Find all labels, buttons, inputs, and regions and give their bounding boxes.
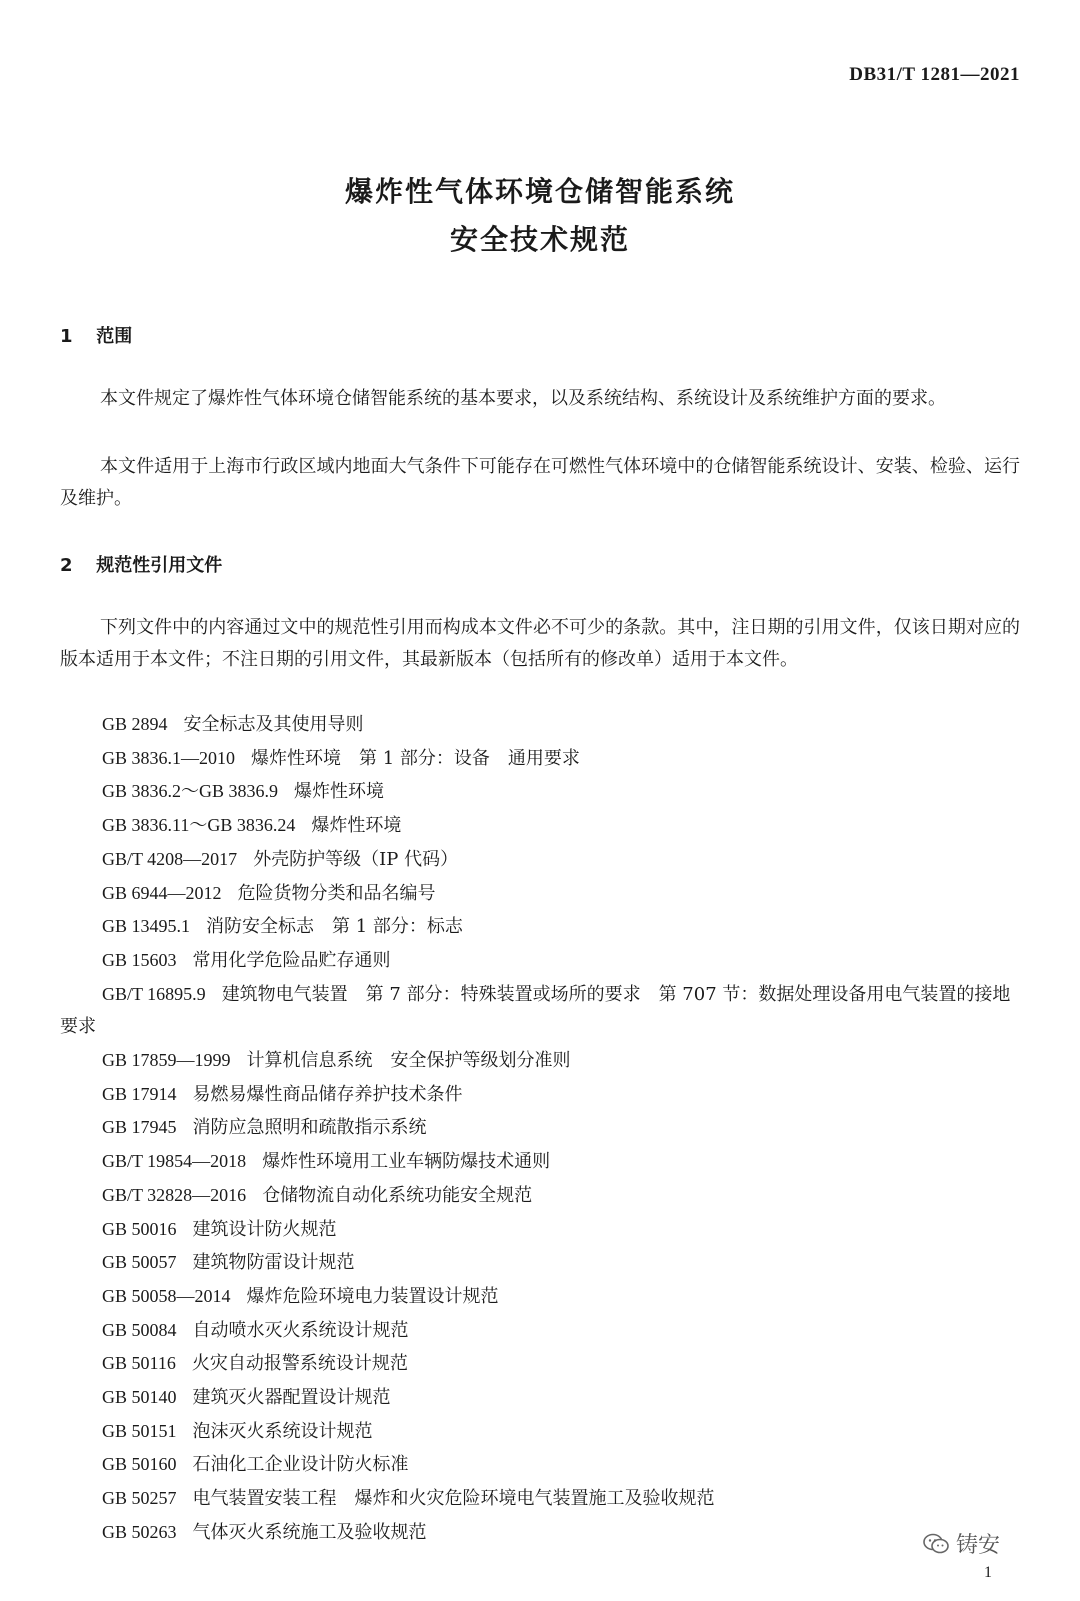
reference-title: 石油化工企业设计防火标准 bbox=[192, 1454, 409, 1476]
reference-code: GB 17859—1999 bbox=[102, 1050, 231, 1071]
section-1-paragraph-1: 本文件规定了爆炸性气体环境仓储智能系统的基本要求，以及系统结构、系统设计及系统维护方面的要求。 bbox=[100, 388, 946, 409]
reference-code: GB 50160 bbox=[102, 1454, 177, 1475]
reference-code: GB/T 16895.9 bbox=[102, 983, 206, 1004]
reference-code: GB/T 19854—2018 bbox=[102, 1151, 247, 1172]
reference-item bbox=[102, 708, 1020, 742]
reference-title: 泡沫灭火系统设计规范 bbox=[192, 1420, 373, 1442]
reference-code: GB 17914 bbox=[102, 1083, 177, 1104]
reference-code: GB 13495.1 bbox=[102, 916, 191, 937]
reference-title: 仓储物流自动化系统功能安全规范 bbox=[262, 1184, 533, 1206]
reference-code: GB 50016 bbox=[102, 1218, 177, 1239]
reference-code: GB 17945 bbox=[102, 1117, 177, 1138]
reference-item bbox=[102, 877, 1020, 911]
reference-title: 火灾自动报警系统设计规范 bbox=[191, 1353, 408, 1375]
reference-item bbox=[102, 1280, 1020, 1314]
reference-item bbox=[102, 1347, 1020, 1381]
reference-code: GB 2894 bbox=[102, 714, 168, 734]
section-2-heading bbox=[60, 551, 222, 577]
reference-code: GB 15603 bbox=[102, 949, 177, 970]
section-number: 2 bbox=[60, 555, 73, 576]
watermark-text: 铸安 bbox=[955, 1533, 1000, 1558]
reference-title: 建筑物电气装置 第 7 部分：特殊装置或场所的要求 第 707 节：数据处理设备用电气装置的接地要求 bbox=[60, 983, 1011, 1038]
reference-code: GB/T 32828—2016 bbox=[102, 1184, 247, 1205]
reference-item bbox=[102, 843, 1020, 877]
reference-item bbox=[60, 978, 1020, 1044]
reference-item bbox=[102, 1044, 1020, 1078]
reference-item bbox=[102, 1078, 1020, 1112]
reference-item bbox=[102, 775, 1020, 809]
reference-title: 爆炸性环境 第 1 部分：设备 通用要求 bbox=[251, 747, 580, 769]
reference-title: 计算机信息系统 安全保护等级划分准则 bbox=[246, 1050, 571, 1072]
reference-item bbox=[102, 1415, 1020, 1449]
reference-title: 危险货物分类和品名编号 bbox=[237, 882, 436, 904]
reference-code: GB 3836.2～GB 3836.9 bbox=[102, 781, 279, 802]
reference-title: 外壳防护等级（IP 代码） bbox=[253, 848, 459, 870]
wechat-icon bbox=[922, 1532, 950, 1556]
reference-code: GB 3836.1—2010 bbox=[102, 747, 236, 768]
reference-title: 电气装置安装工程 爆炸和火灾危险环境电气装置施工及验收规范 bbox=[192, 1488, 715, 1510]
reference-item bbox=[102, 1246, 1020, 1280]
section-2-intro: 下列文件中的内容通过文中的规范性引用而构成本文件必不可少的条款。其中，注日期的引用文件，仅该日期对应的版本适用于本文件；不注日期的引用文件，其最新版本（包括所有的修改单）适用于本文件。 bbox=[60, 617, 1020, 670]
reference-item bbox=[102, 944, 1020, 978]
reference-code: GB 50058—2014 bbox=[102, 1285, 231, 1306]
reference-code: GB 50263 bbox=[102, 1521, 177, 1542]
reference-code: GB 50140 bbox=[102, 1387, 177, 1408]
reference-item bbox=[102, 1145, 1020, 1179]
title-line-1: 爆炸性气体环境仓储智能系统 bbox=[344, 175, 735, 208]
reference-title: 爆炸性环境 bbox=[311, 815, 402, 837]
section-title: 规范性引用文件 bbox=[96, 555, 223, 576]
reference-title: 爆炸性环境用工业车辆防爆技术通则 bbox=[262, 1151, 551, 1173]
reference-title: 爆炸性环境 bbox=[294, 781, 385, 803]
reference-code: GB 6944—2012 bbox=[102, 882, 222, 903]
section-1-heading bbox=[60, 322, 132, 348]
document-title bbox=[0, 168, 1080, 264]
page-number: 1 bbox=[984, 1564, 992, 1581]
reference-item bbox=[102, 1482, 1020, 1516]
section-number: 1 bbox=[60, 326, 73, 347]
reference-title: 自动喷水灭火系统设计规范 bbox=[192, 1319, 409, 1341]
reference-item bbox=[102, 1179, 1020, 1213]
reference-item bbox=[102, 1314, 1020, 1348]
reference-item bbox=[102, 1448, 1020, 1482]
reference-title: 消防安全标志 第 1 部分：标志 bbox=[206, 916, 463, 938]
reference-code: GB/T 4208—2017 bbox=[102, 848, 238, 869]
section-title: 范围 bbox=[96, 326, 133, 347]
reference-title: 消防应急照明和疏散指示系统 bbox=[192, 1117, 427, 1139]
watermark bbox=[922, 1528, 1000, 1559]
reference-title: 建筑设计防火规范 bbox=[192, 1218, 337, 1240]
reference-code: GB 3836.11～GB 3836.24 bbox=[102, 815, 296, 836]
reference-item bbox=[102, 910, 1020, 944]
title-line-2: 安全技术规范 bbox=[449, 223, 630, 256]
reference-list bbox=[60, 708, 1020, 1550]
reference-title: 气体灭火系统施工及验收规范 bbox=[192, 1521, 427, 1543]
reference-title: 爆炸危险环境电力装置设计规范 bbox=[246, 1285, 499, 1307]
reference-title: 常用化学危险品贮存通则 bbox=[192, 949, 391, 971]
reference-code: GB 50257 bbox=[102, 1488, 177, 1509]
reference-code: GB 50084 bbox=[102, 1319, 177, 1340]
reference-item bbox=[102, 1381, 1020, 1415]
reference-title: 易燃易爆性商品储存养护技术条件 bbox=[192, 1083, 463, 1105]
section-1-paragraph-2: 本文件适用于上海市行政区域内地面大气条件下可能存在可燃性气体环境中的仓储智能系统设计、安装、检验、运行及维护。 bbox=[60, 456, 1020, 509]
doc-code: DB31/T 1281—2021 bbox=[849, 64, 1020, 85]
reference-item bbox=[102, 1111, 1020, 1145]
reference-code: GB 50057 bbox=[102, 1252, 177, 1273]
reference-item bbox=[102, 1213, 1020, 1247]
reference-title: 建筑物防雷设计规范 bbox=[192, 1252, 355, 1274]
reference-title: 安全标志及其使用导则 bbox=[183, 714, 364, 735]
reference-title: 建筑灭火器配置设计规范 bbox=[192, 1387, 391, 1409]
reference-item bbox=[102, 1516, 1020, 1550]
reference-item bbox=[102, 742, 1020, 776]
reference-code: GB 50116 bbox=[102, 1353, 176, 1374]
reference-item bbox=[102, 809, 1020, 843]
reference-code: GB 50151 bbox=[102, 1420, 177, 1441]
